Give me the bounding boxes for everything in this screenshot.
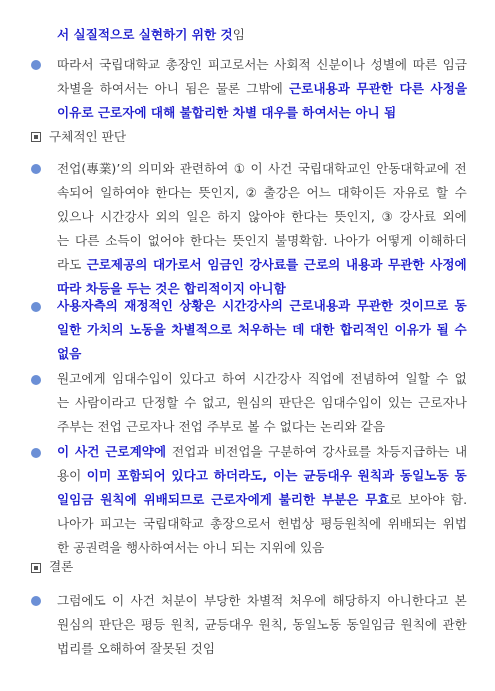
body-text: 속되어 일하여야 한다는 뜻인지, ② 출강은 어느 대학이든 자유로 할 수	[57, 185, 467, 200]
body-text: 한 공권력을 행사하여서는 아니 되는 지위에 있음	[57, 540, 325, 555]
body-text: 법리를 오해하여 잘못된 것임	[57, 641, 215, 656]
paragraph-line	[57, 440, 467, 464]
paragraph-line	[57, 464, 467, 488]
bullet-dot-icon	[31, 60, 41, 70]
body-text: 라도	[57, 257, 87, 272]
highlighted-text: 따라 차등을 두는 것은 합리적이지 아니함	[57, 281, 286, 296]
highlighted-text: 이 사건 근로계약에	[57, 444, 172, 459]
highlighted-text: 사용자측의 재정적인 상황은 시간강사의 근로내용과 무관한 것이므로 동	[57, 298, 467, 313]
section-square-icon	[31, 132, 41, 142]
bullet-dot-icon	[31, 448, 41, 458]
paragraph-line	[57, 294, 467, 318]
paragraph-line	[57, 613, 467, 637]
body-text: 로 보아야 함.	[389, 492, 468, 507]
body-text: 용이	[57, 468, 87, 483]
bullet-dot-icon	[31, 596, 41, 606]
body-text: 전업(專業)’의 의미와 관련하여 ① 이 사건 국립대학교인 안동대학교에 전	[57, 161, 467, 176]
paragraph-line	[57, 367, 467, 391]
body-text: 전업과 비전업을 구분하여 강사료를 차등지급하는 내	[171, 444, 468, 459]
paragraph-line	[57, 157, 467, 181]
body-text: 차별을 하여서는 아니 됨은 물론 그밖에	[57, 81, 290, 96]
highlighted-text: 이유로 근로자에 대해 불합리한 차별 대우를 하여서는 아니 됨	[57, 105, 397, 120]
paragraph-line	[57, 391, 467, 415]
intro-line	[57, 23, 245, 47]
paragraph-line	[57, 77, 467, 101]
paragraph-line	[57, 181, 467, 205]
paragraph-line	[57, 512, 467, 536]
highlighted-text: 일임금 원칙에 위배되므로 근로자에게 불리한 부분은 무효	[57, 492, 390, 507]
body-text: 임	[232, 27, 245, 42]
highlighted-text: 서 실질적으로 실현하기 위한 것	[57, 27, 233, 42]
paragraph-line	[57, 205, 467, 229]
section-square-icon	[31, 563, 41, 573]
paragraph-line	[57, 253, 467, 277]
body-text: 원심의 판단은 평등 원칙, 균등대우 원칙, 동일노동 동일임금 원칙에 관한	[57, 617, 467, 632]
paragraph-line	[57, 53, 467, 77]
highlighted-text: 근로내용과 무관한 다른 사정을	[289, 81, 467, 96]
bullet-dot-icon	[31, 375, 41, 385]
highlighted-text: 이미 포함되어 있다고 하더라도, 이는 균등대우 원칙과 동일노동 동	[86, 468, 467, 483]
paragraph-line	[57, 536, 324, 560]
body-text: 는 사람이라고 단정할 수 없고, 원심의 판단은 임대수입이 있는 근로자나	[57, 395, 467, 410]
body-text: 는 다른 소득이 없어야 한다는 뜻인지 불명확함. 나아가 어떻게 이해하더	[57, 233, 467, 248]
body-text: 나아가 피고는 국립대학교 총장으로서 헌법상 평등원칙에 위배되는 위법	[57, 516, 467, 531]
paragraph-line	[57, 342, 81, 366]
highlighted-text: 일한 가치의 노동을 차별적으로 처우하는 데 대한 합리적인 이유가 될 수	[57, 322, 467, 337]
section-title-specific-judgment: 구체적인 판단	[49, 129, 126, 144]
highlighted-text: 없음	[57, 346, 82, 361]
paragraph-line	[57, 101, 396, 125]
paragraph-line	[57, 488, 467, 512]
paragraph-line	[57, 637, 215, 661]
body-text: 있으나 시간강사 외의 일은 하지 않아야 한다는 뜻인지, ③ 강사료 외에	[57, 209, 467, 224]
bullet-dot-icon	[31, 164, 41, 174]
paragraph-line	[57, 318, 467, 342]
section-title-conclusion: 결론	[49, 559, 74, 574]
body-text: 그럼에도 이 사건 처분이 부당한 차별적 처우에 해당하지 아니한다고 본	[57, 593, 467, 608]
bullet-dot-icon	[31, 302, 41, 312]
highlighted-text: 근로제공의 대가로서 임금인 강사료를 근로의 내용과 무관한 사정에	[86, 257, 467, 272]
body-text: 원고에게 임대수입이 있다고 하여 시간강사 직업에 전념하여 일할 수 없	[57, 371, 467, 386]
paragraph-line	[57, 415, 385, 439]
paragraph-line	[57, 589, 467, 613]
body-text: 주부는 전업 근로자나 전업 주부로 볼 수 없다는 논리와 같음	[57, 419, 386, 434]
body-text: 따라서 국립대학교 총장인 피고로서는 사회적 신분이나 성별에 따른 임금	[57, 57, 467, 72]
paragraph-line	[57, 229, 467, 253]
